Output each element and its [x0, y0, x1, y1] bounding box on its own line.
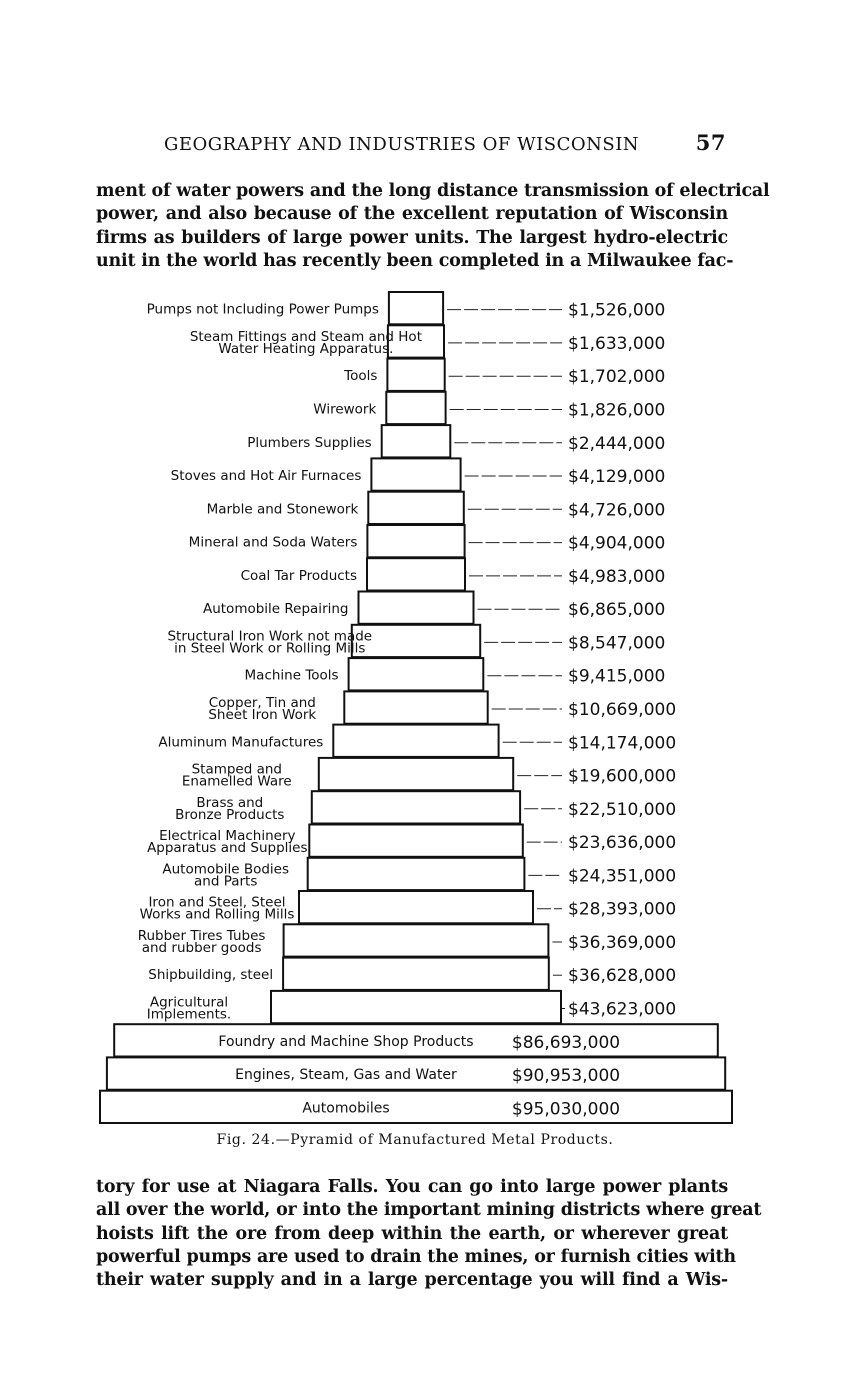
pyramid-bar	[359, 592, 474, 624]
value-label: $36,369,000	[568, 933, 677, 953]
value-label: $4,129,000	[568, 467, 666, 487]
category-label: Stoves and Hot Air Furnaces	[170, 468, 362, 484]
category-label: Automobile Repairing	[202, 601, 349, 618]
category-label: Steam Fittings and Steam and Hot	[189, 328, 422, 345]
text-line: unit in the world has recently been completed in a Milwaukee fac-	[96, 250, 734, 271]
value-label: $1,702,000	[568, 367, 666, 388]
text-line: firms as builders of large power units. The largest hydro-electric	[96, 227, 728, 248]
value-label: $23,636,000	[568, 833, 677, 854]
pyramid-bar	[284, 924, 549, 956]
running-head-title: GEOGRAPHY AND INDUSTRIES OF WISCONSIN	[164, 134, 640, 155]
pyramid-bar	[349, 658, 484, 690]
category-label: Bronze Products	[175, 806, 285, 823]
category-label: Coal Tar Products	[240, 567, 357, 584]
category-label: and Parts	[194, 873, 258, 890]
category-label: Marble and Stonework	[206, 501, 359, 518]
value-label: $9,415,000	[568, 666, 666, 687]
text-line: ment of water powers and the long distance transmission of electrical	[96, 181, 770, 201]
pyramid-bar	[333, 725, 498, 757]
category-label: in Steel Work or Rolling Mills	[174, 640, 366, 657]
category-label: Wirework	[313, 401, 377, 418]
category-label: Stamped and	[191, 761, 283, 778]
value-label: $4,983,000	[568, 566, 666, 587]
category-label: Brass and	[196, 794, 264, 811]
value-label: $43,623,000	[568, 999, 677, 1020]
pyramid-bar	[371, 458, 460, 490]
value-label: $90,953,000	[511, 1066, 621, 1087]
value-label: $4,726,000	[568, 500, 666, 521]
paragraph-bottom	[96, 1176, 762, 1292]
value-label: $10,669,000	[568, 700, 677, 720]
category-label: Works and Rolling Mills	[139, 906, 295, 923]
category-label: Structural Iron Work not made	[167, 628, 373, 645]
category-label: Electrical Machinery	[159, 828, 296, 845]
pyramid-bar	[389, 292, 443, 324]
value-label: $19,600,000	[568, 766, 677, 787]
pyramid-bar	[386, 392, 445, 424]
value-label: $8,547,000	[568, 633, 666, 654]
page-number: 57	[695, 130, 726, 155]
category-label: Automobile Bodies	[162, 861, 290, 878]
category-label: and rubber goods	[141, 940, 262, 956]
value-label: $1,526,000	[568, 300, 666, 321]
text-line: power, and also because of the excellent reputation of Wisconsin	[96, 204, 728, 225]
category-label: Automobiles	[302, 1100, 390, 1117]
pyramid-bar	[312, 791, 520, 823]
category-label: Engines, Steam, Gas and Water	[235, 1067, 457, 1084]
value-label: $4,904,000	[568, 533, 666, 554]
category-label: Plumbers Supplies	[247, 434, 372, 451]
pyramid-bar	[299, 891, 533, 923]
pyramid-bar	[283, 958, 549, 990]
category-label: Tools	[344, 368, 378, 385]
category-label: Implements.	[146, 1006, 232, 1023]
pyramid-bar	[368, 492, 464, 524]
value-label: $28,393,000	[568, 899, 677, 920]
category-label: Shipbuilding, steel	[148, 967, 274, 984]
category-label: Enamelled Ware	[181, 773, 292, 790]
category-label: Pumps not Including Power Pumps	[146, 301, 379, 318]
category-label: Iron and Steel, Steel	[148, 894, 286, 911]
pyramid-bar	[271, 991, 561, 1023]
category-label: Mineral and Soda Waters	[188, 534, 358, 551]
value-label: $14,174,000	[568, 733, 677, 754]
text-line: their water supply and in a large percentage you will find a Wis-	[96, 1270, 728, 1291]
value-label: $6,865,000	[568, 600, 666, 621]
category-label: Water Heating Apparatus.	[218, 340, 394, 357]
text-line: hoists lift the ore from deep within the earth, or wherever great	[96, 1223, 728, 1244]
category-label: Foundry and Machine Shop Products	[218, 1033, 474, 1050]
pyramid-bar	[100, 1091, 732, 1123]
category-label: Sheet Iron Work	[208, 707, 317, 723]
value-label: $22,510,000	[568, 799, 677, 820]
text-line: all over the world, or into the important mining districts where great	[96, 1200, 762, 1221]
category-label: Rubber Tires Tubes	[137, 928, 266, 944]
value-label: $24,351,000	[568, 866, 677, 887]
text-line: powerful pumps are used to drain the mines, or furnish cities with	[96, 1246, 736, 1267]
category-label: Apparatus and Supplies	[147, 840, 308, 857]
category-label: Machine Tools	[244, 667, 339, 684]
category-label: Agricultural	[149, 994, 229, 1011]
pyramid-bar	[367, 558, 465, 590]
pyramid-bar	[309, 825, 523, 857]
text-line: tory for use at Niagara Falls. You can go into large power plants	[96, 1177, 728, 1197]
value-label: $2,444,000	[568, 433, 666, 454]
pyramid-bar	[387, 359, 444, 391]
value-label: $1,826,000	[568, 400, 666, 421]
value-label: $86,693,000	[511, 1032, 621, 1053]
pyramid-bar	[382, 425, 451, 457]
pyramid-bar	[367, 525, 464, 557]
pyramid-bar	[344, 691, 487, 723]
value-label: $36,628,000	[568, 966, 677, 987]
value-label: $95,030,000	[511, 1099, 621, 1120]
category-label: Aluminum Manufactures	[158, 734, 324, 751]
category-label: Copper, Tin and	[208, 695, 316, 711]
pyramid-bar	[308, 858, 525, 890]
figure-caption: Fig. 24.—Pyramid of Manufactured Metal Products.	[216, 1132, 614, 1148]
pyramid-bar	[319, 758, 513, 790]
value-label: $1,633,000	[568, 333, 666, 354]
